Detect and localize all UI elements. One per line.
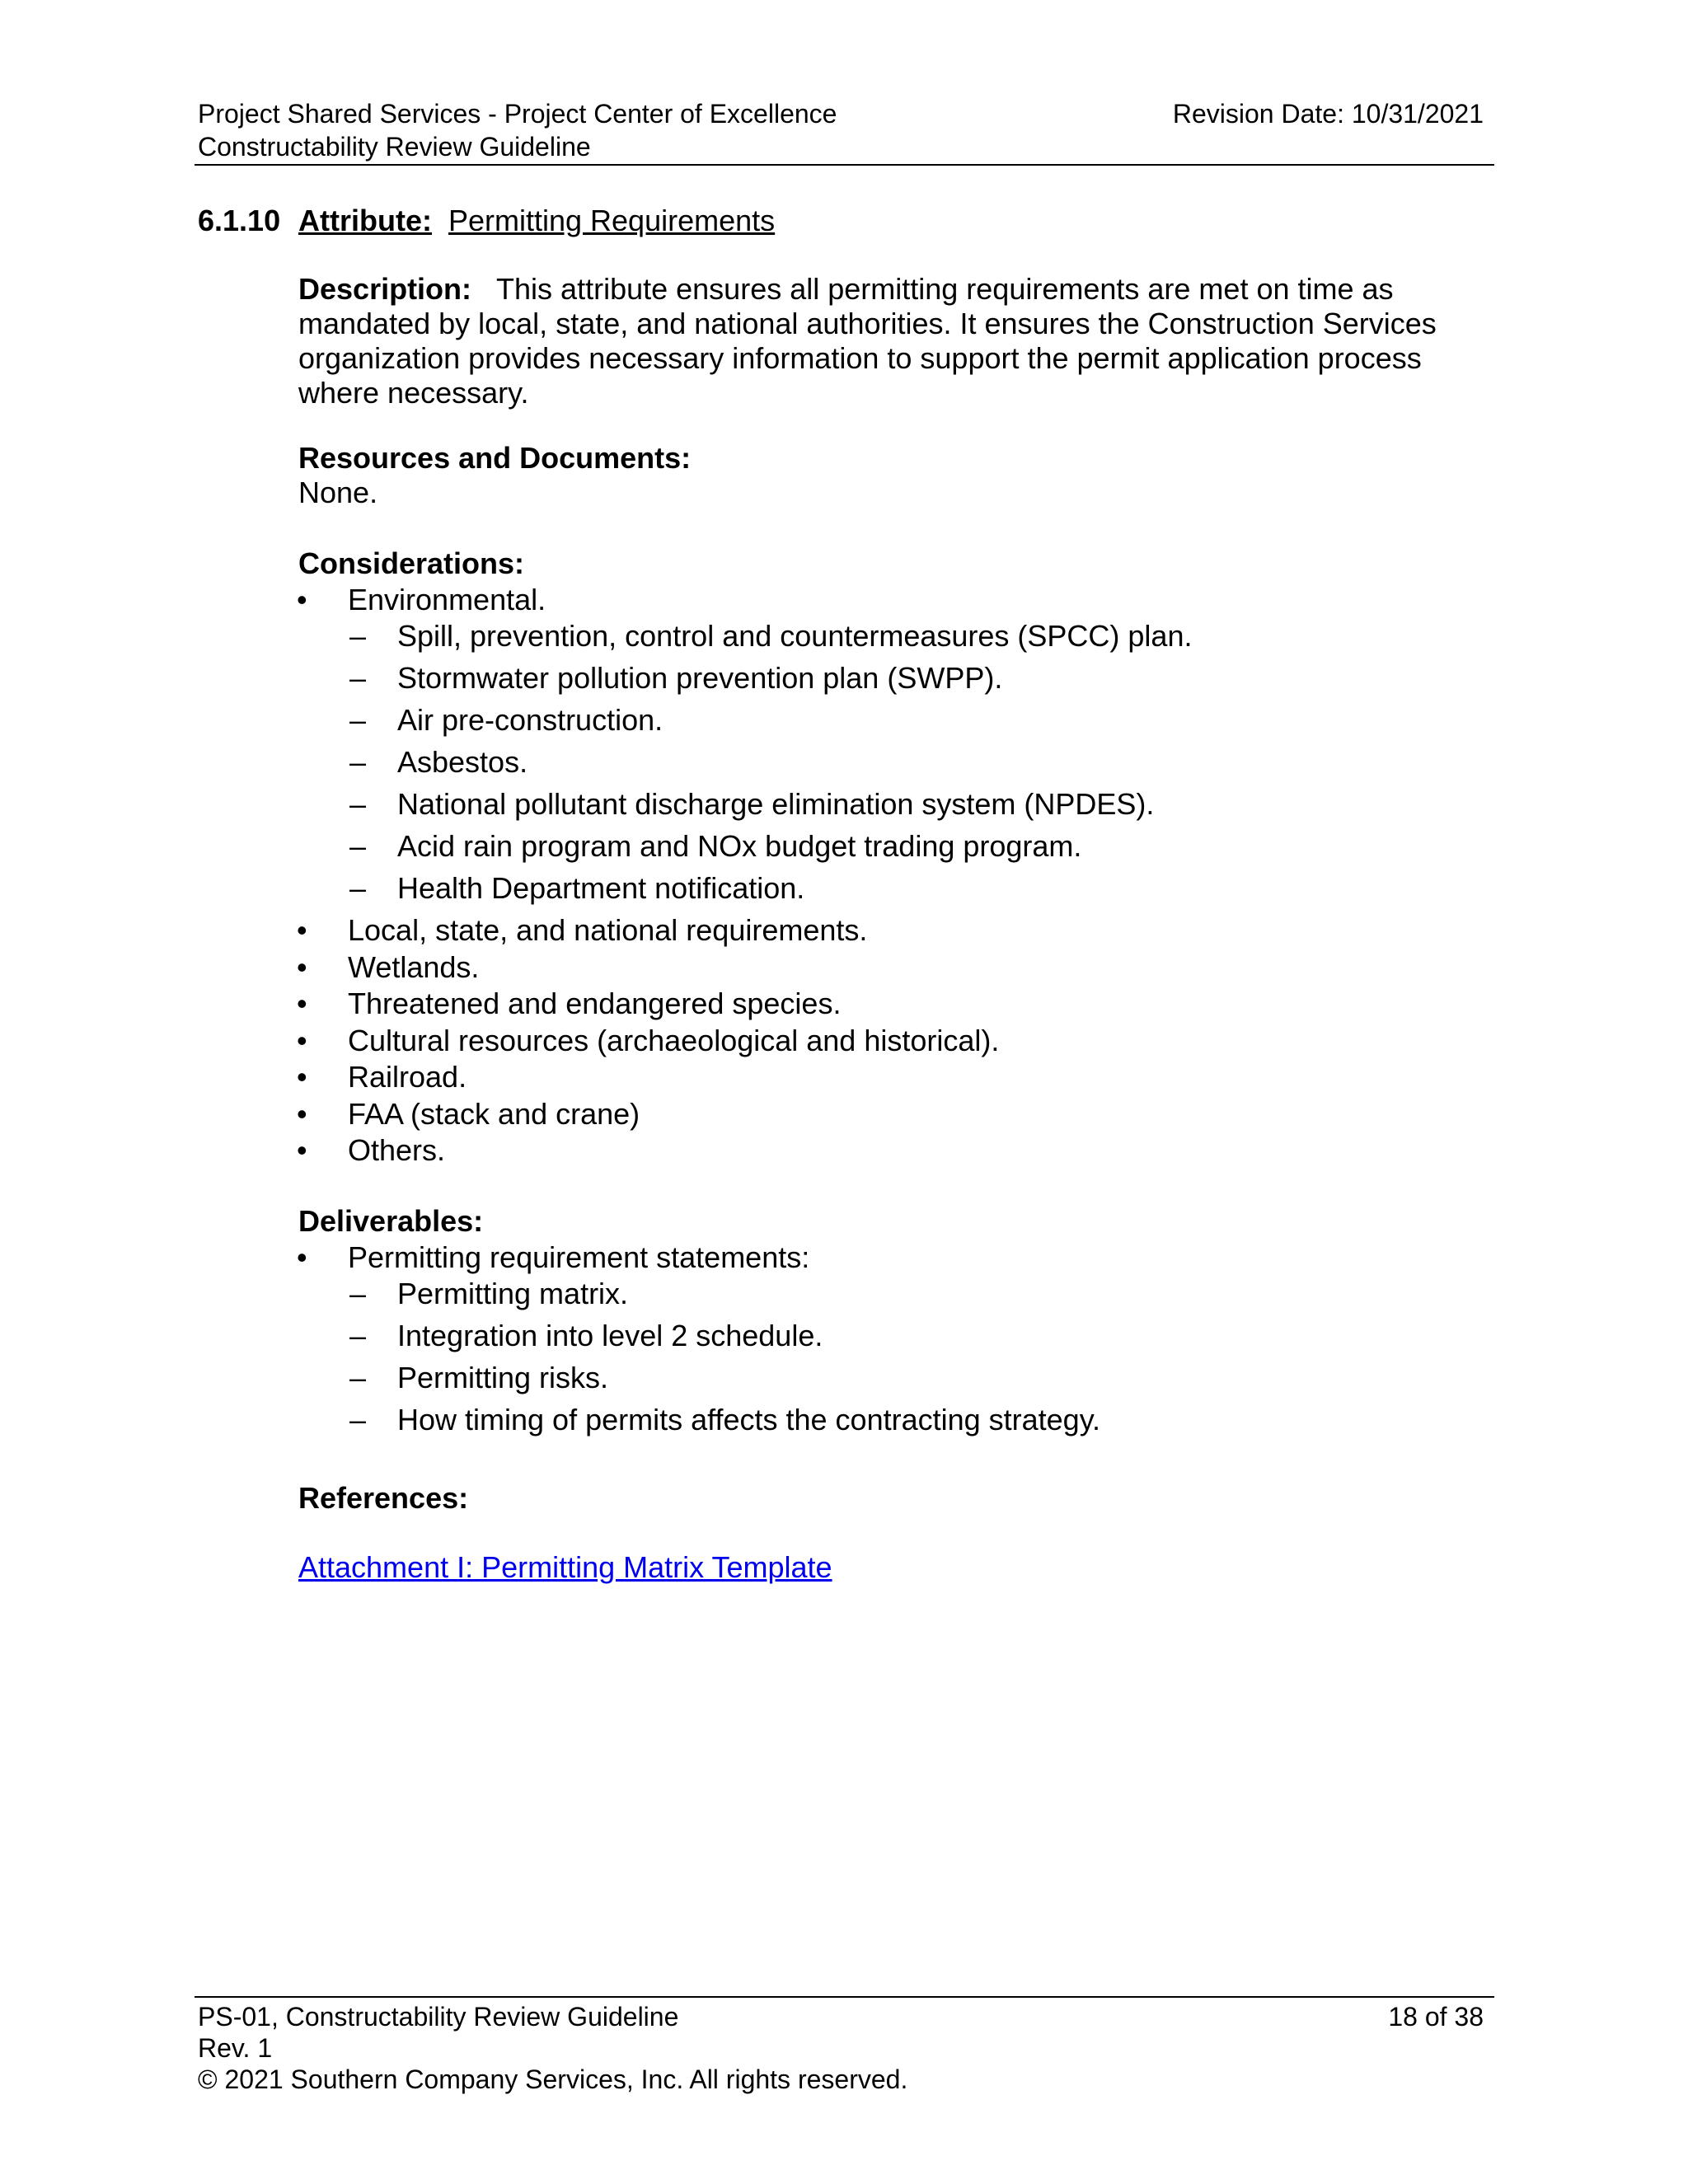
page-header [198, 97, 1492, 163]
dash-icon: – [349, 1277, 367, 1310]
deliverables-list [298, 1240, 1502, 1445]
resources-heading: Resources and Documents: [298, 441, 692, 475]
header-organization: Project Shared Services - Project Center of Excellence [198, 99, 837, 129]
bullet-icon: • [297, 583, 307, 616]
dash-icon: – [349, 787, 367, 821]
resources-block [298, 441, 1502, 510]
description-line: where necessary. [298, 376, 529, 410]
considerations-heading: Considerations: [298, 546, 525, 580]
description-line: This attribute ensures all permitting requirements are met on time as [496, 272, 1394, 306]
page-number: 18 of 38 [1388, 2002, 1484, 2032]
list-item: • Wetlands. [297, 949, 480, 984]
dash-icon: – [349, 661, 367, 695]
list-subitem: – Acid rain program and NOx budget trading program. [349, 829, 1082, 863]
description-label: Description: [298, 272, 472, 306]
list-subitem: – Spill, prevention, control and countermeasures (SPCC) plan. [349, 619, 1193, 653]
header-divider [195, 164, 1494, 166]
section-heading [198, 203, 775, 239]
section-number: 6.1.10 [198, 204, 281, 237]
footer-revision: Rev. 1 [198, 2033, 273, 2063]
list-item: • Cultural resources (archaeological and historical). [297, 1023, 1000, 1057]
list-item: • Permitting requirement statements: [297, 1240, 810, 1274]
references-heading: References: [298, 1481, 469, 1515]
list-subitem: – Asbestos. [349, 745, 528, 779]
bullet-icon: • [297, 1023, 307, 1057]
list-item: • FAA (stack and crane) [297, 1096, 640, 1131]
description-line: organization provides necessary information to support the permit application process [298, 341, 1422, 375]
description-block [298, 272, 1502, 410]
dash-icon: – [349, 1403, 367, 1436]
dash-icon: – [349, 745, 367, 779]
attribute-value: Permitting Requirements [448, 204, 776, 237]
list-subitem: – Air pre-construction. [349, 703, 663, 737]
footer-divider [195, 1996, 1494, 1998]
dash-icon: – [349, 703, 367, 737]
dash-icon: – [349, 1319, 367, 1352]
bullet-icon: • [297, 1060, 307, 1094]
attribute-label: Attribute: [298, 204, 432, 237]
bullet-icon: • [297, 1096, 307, 1131]
bullet-icon: • [297, 1133, 307, 1167]
attachment-link[interactable]: Attachment I: Permitting Matrix Template [298, 1550, 832, 1584]
list-item: • Environmental. [297, 583, 546, 616]
footer-copyright: © 2021 Southern Company Services, Inc. All rights reserved. [198, 2064, 908, 2094]
bullet-icon: • [297, 949, 307, 984]
resources-text: None. [298, 476, 378, 509]
list-subitem: – Integration into level 2 schedule. [349, 1319, 823, 1352]
considerations-list [298, 583, 1502, 1170]
list-item: • Others. [297, 1133, 446, 1167]
header-document-title: Constructability Review Guideline [198, 132, 591, 162]
deliverables-heading: Deliverables: [298, 1204, 484, 1238]
list-subitem: – How timing of permits affects the contracting strategy. [349, 1403, 1101, 1436]
dash-icon: – [349, 829, 367, 863]
page-footer [198, 2001, 1492, 2095]
list-subitem: – Permitting matrix. [349, 1277, 629, 1310]
bullet-icon: • [297, 1240, 307, 1274]
list-subitem: – National pollutant discharge elimination system (NPDES). [349, 787, 1155, 821]
description-line: mandated by local, state, and national authorities. It ensures the Construction Services [298, 307, 1437, 340]
list-item: • Threatened and endangered species. [297, 987, 842, 1020]
list-item: • Railroad. [297, 1060, 467, 1094]
list-item: • Local, state, and national requirements. [297, 913, 868, 947]
footer-document-id: PS-01, Constructability Review Guideline [198, 2002, 679, 2032]
bullet-icon: • [297, 987, 307, 1020]
dash-icon: – [349, 871, 367, 905]
list-subitem: – Permitting risks. [349, 1361, 609, 1394]
header-revision-date: Revision Date: 10/31/2021 [1172, 99, 1484, 129]
dash-icon: – [349, 619, 367, 653]
list-subitem: – Stormwater pollution prevention plan (SWPP). [349, 661, 1003, 695]
references-link-row [298, 1550, 1502, 1585]
dash-icon: – [349, 1361, 367, 1394]
bullet-icon: • [297, 913, 307, 947]
list-subitem: – Health Department notification. [349, 871, 805, 905]
